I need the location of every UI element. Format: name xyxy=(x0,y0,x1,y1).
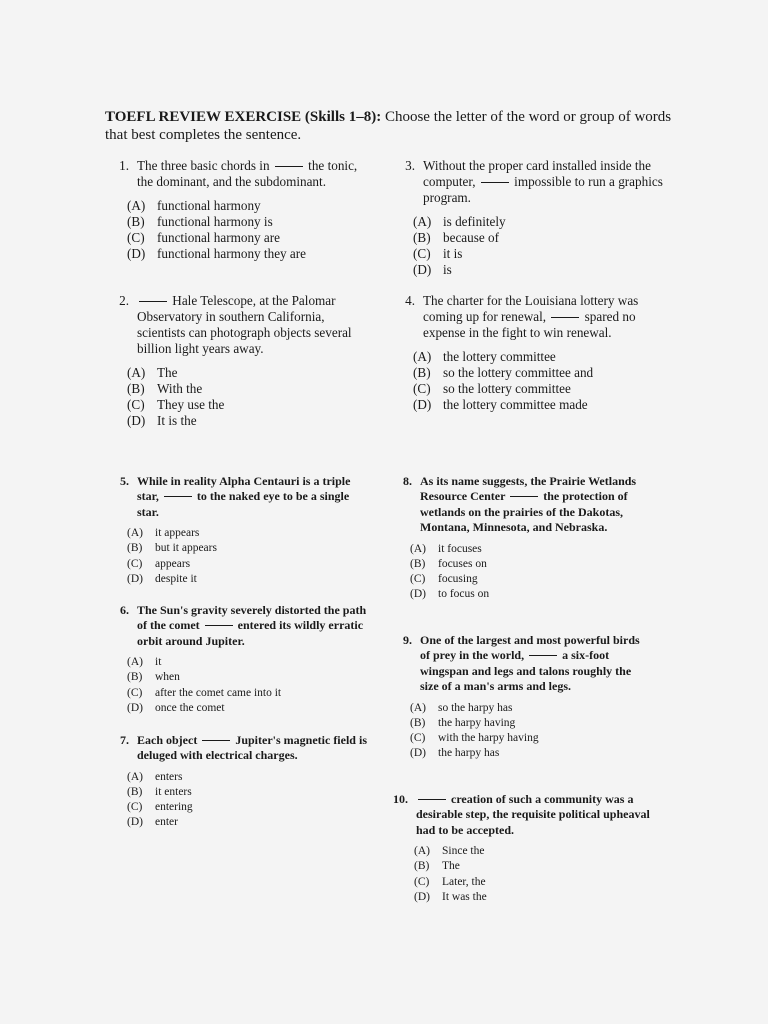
option-d[interactable]: (D) enter xyxy=(127,816,178,829)
option-a[interactable]: (A) the lottery committee xyxy=(413,349,556,364)
option-a[interactable]: (A) enters xyxy=(127,770,183,783)
question-number: 1. xyxy=(119,158,129,173)
question-number: 10. xyxy=(393,792,408,806)
answer-blank xyxy=(139,300,167,302)
answer-blank xyxy=(202,739,230,741)
question-stem: Each object Jupiter's magnetic field is deluged with electrical charges. xyxy=(137,733,367,763)
answer-blank xyxy=(529,654,557,656)
option-c[interactable]: (C) They use the xyxy=(127,397,225,412)
answer-options xyxy=(107,655,369,716)
answer-options xyxy=(393,214,668,278)
option-b[interactable]: (B) the harpy having xyxy=(410,716,516,729)
option-a[interactable]: (A) functional harmony xyxy=(127,198,261,213)
option-c[interactable]: (C) after the comet came into it xyxy=(127,686,282,699)
option-c[interactable]: (C) with the harpy having xyxy=(410,732,539,745)
answer-options xyxy=(107,198,367,262)
question-4 xyxy=(393,293,673,413)
question-10 xyxy=(380,792,652,905)
answer-blank xyxy=(418,798,446,800)
option-b[interactable]: (B) focuses on xyxy=(410,557,487,570)
answer-blank xyxy=(551,316,579,318)
option-d[interactable]: (D) It was the xyxy=(414,890,487,903)
question-1 xyxy=(107,158,367,262)
option-a[interactable]: (A) so the harpy has xyxy=(410,701,513,714)
option-b[interactable]: (B) but it appears xyxy=(127,542,217,555)
question-number: 2. xyxy=(119,293,129,308)
option-b[interactable]: (B) The xyxy=(414,860,460,873)
option-a[interactable]: (A) it xyxy=(127,656,162,669)
option-d[interactable]: (D) to focus on xyxy=(410,588,490,601)
question-2 xyxy=(107,293,372,429)
question-number: 3. xyxy=(405,158,415,173)
question-stem: The three basic chords in the tonic, the dominant, and the subdominant. xyxy=(137,158,358,189)
option-b[interactable]: (B) so the lottery committee and xyxy=(413,365,594,380)
question-stem: The Sun's gravity severely distorted the path of the comet entered its wildly erratic orbit around Jupiter. xyxy=(137,603,367,648)
exercise-header xyxy=(105,108,675,144)
option-a[interactable]: (A) Since the xyxy=(414,845,485,858)
answer-options xyxy=(393,349,673,413)
option-b[interactable]: (B) it enters xyxy=(127,786,192,799)
answer-blank xyxy=(275,165,303,167)
answer-options xyxy=(380,844,652,905)
question-stem: creation of such a community was a desirable step, the requisite political upheaval had to be accepted. xyxy=(416,792,650,837)
option-d[interactable]: (D) functional harmony they are xyxy=(127,246,307,261)
option-c[interactable]: (C) so the lottery committee xyxy=(413,381,571,396)
option-b[interactable]: (B) because of xyxy=(413,230,500,245)
option-c[interactable]: (C) appears xyxy=(127,557,191,570)
question-number: 5. xyxy=(120,474,129,488)
answer-options xyxy=(107,526,369,587)
question-number: 8. xyxy=(403,474,412,488)
option-b[interactable]: (B) With the xyxy=(127,381,203,396)
question-stem: The charter for the Louisiana lottery was coming up for renewal, spared no expense in the fight to win renewal. xyxy=(423,293,639,340)
question-stem: One of the largest and most powerful birds of prey in the world, a six-foot wingspan and legs and talons roughly the size of a man's arms and legs. xyxy=(420,633,640,694)
question-6 xyxy=(107,603,369,716)
answer-blank xyxy=(164,495,192,497)
answer-blank xyxy=(481,181,509,183)
question-3 xyxy=(393,158,668,278)
answer-options xyxy=(390,542,652,603)
option-c[interactable]: (C) focusing xyxy=(410,573,478,586)
option-d[interactable]: (D) despite it xyxy=(127,572,197,585)
option-d[interactable]: (D) the harpy has xyxy=(410,747,500,760)
answer-blank xyxy=(510,495,538,497)
answer-options xyxy=(107,770,369,831)
exercise-title: TOEFL REVIEW EXERCISE (Skills 1–8): xyxy=(105,109,382,125)
question-5 xyxy=(107,474,369,587)
option-a[interactable]: (A) it focuses xyxy=(410,542,482,555)
option-a[interactable]: (A) is definitely xyxy=(413,214,506,229)
option-d[interactable]: (D) the lottery committee made xyxy=(413,397,588,412)
question-8 xyxy=(390,474,652,602)
option-c[interactable]: (C) functional harmony are xyxy=(127,230,281,245)
option-c[interactable]: (C) Later, the xyxy=(414,875,486,888)
option-c[interactable]: (C) entering xyxy=(127,801,193,814)
question-stem: Without the proper card installed inside the computer, impossible to run a graphics program. xyxy=(423,158,663,205)
option-b[interactable]: (B) when xyxy=(127,671,180,684)
option-c[interactable]: (C) it is xyxy=(413,246,463,261)
exercise-instruction: Choose the letter of the word or group of words that best completes the sentence. xyxy=(105,109,672,143)
answer-blank xyxy=(205,624,233,626)
option-a[interactable]: (A) The xyxy=(127,365,178,380)
question-7 xyxy=(107,733,369,831)
question-stem: While in reality Alpha Centauri is a triple star, to the naked eye to be a single star. xyxy=(137,474,351,519)
answer-options xyxy=(107,365,372,429)
question-9 xyxy=(390,633,652,761)
question-number: 4. xyxy=(405,293,415,308)
option-b[interactable]: (B) functional harmony is xyxy=(127,214,273,229)
question-stem: As its name suggests, the Prairie Wetlands Resource Center the protection of wetlands on the prairies of the Dakotas, Montana, Minnesota, and Nebraska. xyxy=(420,474,637,535)
option-d[interactable]: (D) once the comet xyxy=(127,701,225,714)
option-d[interactable]: (D) It is the xyxy=(127,413,197,428)
question-stem: Hale Telescope, at the Palomar Observatory in southern California, scientists can photograph objects several billion light years away. xyxy=(137,293,352,356)
option-a[interactable]: (A) it appears xyxy=(127,527,200,540)
question-number: 9. xyxy=(403,633,412,647)
answer-options xyxy=(390,701,652,762)
question-number: 6. xyxy=(120,603,129,617)
option-d[interactable]: (D) is xyxy=(413,262,452,277)
question-number: 7. xyxy=(120,733,129,747)
